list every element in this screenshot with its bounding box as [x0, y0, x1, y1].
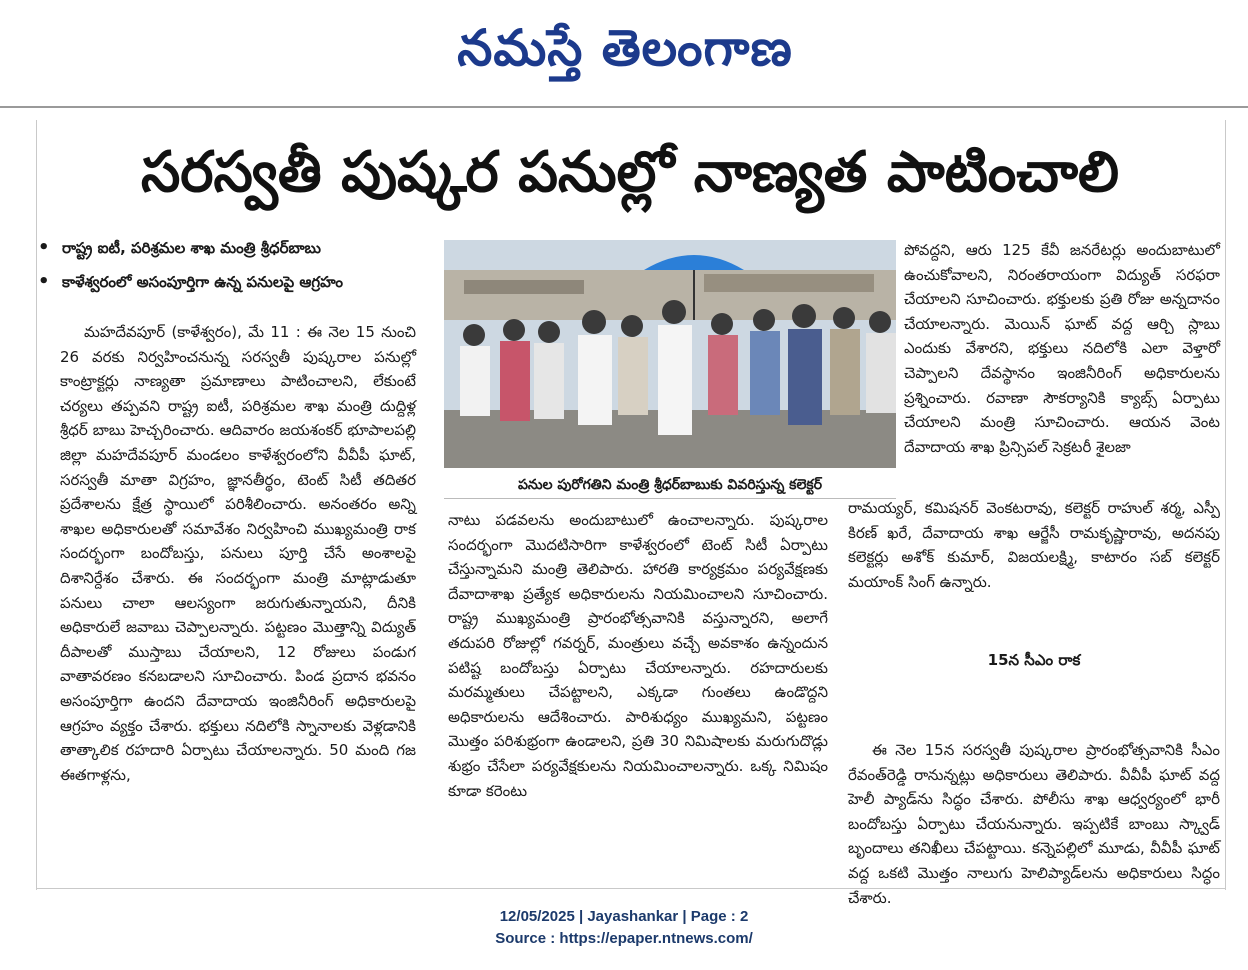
article-column-1 — [60, 320, 416, 787]
article-column-3-top — [904, 238, 1220, 459]
article-headline: సరస్వతీ పుష్కర పనుల్లో నాణ్యత పాటించాలి — [140, 140, 1120, 205]
frame-right-border — [1225, 120, 1226, 890]
article-column-3-bottom — [848, 496, 1220, 594]
highlight-bullets — [38, 238, 433, 306]
article-column-2 — [448, 508, 828, 803]
page-footer — [0, 906, 1248, 950]
column-3-subsection-text: ఈ నెల 15న సరస్వతీ పుష్కరాల ప్రారంభోత్సవానికి సీఎం రేవంత్‌రెడ్డి రానున్నట్లు అధికారులు తెలిపారు. వీవీపీ ఘాట్ వద్ద హెలీ ప్యాడ్‌ను సిద్ధం చేశారు. పోలీసు శాఖ ఆధ్వర్యంలో భారీ బందోబస్తు ఏర్పాటు చేయనున్నారు. ఇప్పటికే బాంబు స్క్వాడ్ బృందాలు తనిఖీలు చేపట్టాయి. కన్నెపల్లిలో మూడు, వీవీపీ ఘాట్ వద్ద ఒకటి మొత్తం నాలుగు హెలిప్యాడ్‌లను అధికారులు సిద్ధం చేశారు. — [848, 741, 1220, 907]
bullet-text: రాష్ట్ర ఐటీ, పరిశ్రమల శాఖ మంత్రి శ్రీధర్‌బాబు — [62, 239, 321, 257]
column-1-text: మహదేవపూర్ (కాళేశ్వరం), మే 11 : ఈ నెల 15 నుంచి 26 వరకు నిర్వహించనున్న సరస్వతీ పుష్కరాల పనుల్లో కాంట్రాక్టర్లు నాణ్యతా ప్రమాణాలు పాటించాలని, లేకుంటే చర్యలు తప్పవని రాష్ట్ర ఐటీ, పరిశ్రమల శాఖ మంత్రి దుద్దిళ్ల శ్రీధర్ బాబు హెచ్చరించారు. ఆదివారం జయశంకర్ భూపాలపల్లి జిల్లా మహదేవపూర్ మండలం కాళేశ్వరంలోని వీవీపీ ఘాట్, సరస్వతీ మాతా విగ్రహం, జ్ఞానతీర్థం, టెంట్ సిటీ తదితర ప్రదేశాలను క్షేత్ర స్థాయిలో పరిశీలించారు. అనంతరం అన్ని శాఖల అధికారులతో సమావేశం నిర్వహించి ముఖ్యమంత్రి రాక సందర్భంగా బందోబస్తు, పనులు పూర్తి చేసే అంశాలపై దిశానిర్దేశం చేశారు. ఈ సందర్భంగా మంత్రి మాట్లాడుతూ పనులు చాలా ఆలస్యంగా జరుగుతున్నాయని, దీనికి అధికారులే జవాబు చెప్పాలన్నారు. పట్టణం మొత్తాన్ని విద్యుత్ దీపాలతో ముస్తాబు చేయాలని, 12 రోజులు పండుగ వాతావరణం కనబడాలని సూచించారు. పిండ ప్రదాన భవనం అసంపూర్తిగా ఉందని దేవాదాయ ఇంజినీరింగ్ అధికారులపై ఆగ్రహం వ్యక్తం చేశారు. భక్తులు నదిలోకి స్నానాలకు వెళ్లడానికి తాత్కాలిక రహదారి ఏర్పాటు చేయాలన్నారు. 50 మంది గజ ఈతగాళ్లను, — [60, 323, 416, 784]
article-column-3-subsection — [848, 738, 1220, 910]
news-photo — [444, 240, 896, 468]
sub-headline: 15న సీఎం రాక — [987, 651, 1081, 669]
photo-illustration — [444, 240, 896, 468]
bullet-item — [38, 272, 433, 306]
footer-divider — [36, 888, 1226, 889]
newspaper-logo: నమస్తే తెలంగాణ — [457, 19, 793, 77]
footer-date-edition: 12/05/2025 | Jayashankar | Page : 2 — [499, 908, 749, 925]
bullet-item — [38, 238, 433, 272]
bullet-dot-icon: • — [38, 271, 50, 292]
column-2-text: నాటు పడవలను అందుబాటులో ఉంచాలన్నారు. పుష్కరాల సందర్భంగా మొదటిసారిగా కాళేశ్వరంలో టెంట్ సిటీ ఏర్పాటు చేస్తున్నామని మంత్రి తెలిపారు. హారతి కార్యక్రమం పర్యవేక్షణకు దేవాదాశాఖ ప్రత్యేక అధికారులను నియమించాలని సూచించారు. రాష్ట్ర ముఖ్యమంత్రి ప్రారంభోత్సవానికి వస్తున్నారని, అలాగే తదుపరి రోజుల్లో గవర్నర్, మంత్రులు వచ్చే అవకాశం ఉన్నందున పటిష్ట బందోబస్తు ఏర్పాటు చేయాలన్నారు. రహదారులకు మరమ్మతులు చేపట్టాలని, ఎక్కడా గుంతలు ఉండొద్దని అధికారులను ఆదేశించారు. పారిశుధ్యం ముఖ్యమని, పట్టణం మొత్తం పరిశుభ్రంగా ఉండాలని, ప్రతి 30 నిమిషాలకు మరుగుదొడ్లు శుభ్రం చేసేలా పర్యవేక్షకులను నియమించాలన్నారు. ఒక్క నిమిషం కూడా కరెంటు — [448, 511, 828, 800]
footer-source-link[interactable]: Source : https://epaper.ntnews.com/ — [495, 930, 753, 947]
bullet-text: కాళేశ్వరంలో అసంపూర్తిగా ఉన్న పనులపై ఆగ్రహం — [62, 273, 344, 291]
masthead-divider — [0, 106, 1248, 108]
column-3-bottom-text: రామయ్యర్, కమిషనర్ వెంకటరావు, కలెక్టర్ రాహుల్ శర్మ, ఎస్పీ కిరణ్ ఖరే, దేవాదాయ శాఖ ఆర్జేసీ రామకృష్ణారావు, అదనపు కలెక్టర్లు అశోక్ కుమార్, విజయలక్ష్మి, కాటారం సబ్ కలెక్టర్ మయాంక్ సింగ్ ఉన్నారు. — [848, 499, 1220, 591]
photo-caption: పనుల పురోగతిని మంత్రి శ్రీధర్‌బాబుకు వివరిస్తున్న కలెక్టర్ — [444, 472, 896, 499]
frame-left-border — [36, 120, 37, 890]
masthead — [0, 0, 1248, 100]
bullet-dot-icon: • — [38, 237, 50, 258]
column-3-top-text: పోవద్దని, ఆరు 125 కేవీ జనరేటర్లు అందుబాటులో ఉంచుకోవాలని, నిరంతరాయంగా విద్యుత్ సరఫరా చేయాలని సూచించారు. భక్తులకు ప్రతి రోజు అన్నదానం చేయాలన్నారు. మెయిన్ ఘాట్ వద్ద ఆర్చి స్లాబు ఎందుకు వేశారని, భక్తులు నదిలోకి ఎలా వెళ్తారో చెప్పాలని దేవస్థానం ఇంజినీరింగ్ అధికారులను ప్రశ్నించారు. రవాణా సౌకర్యానికి క్యాబ్స్ ఏర్పాటు చేయాలని మంత్రి సూచించారు. ఆయన వెంట దేవాదాయ శాఖ ప్రిన్సిపల్ సెక్రటరీ శైలజా — [904, 241, 1220, 456]
